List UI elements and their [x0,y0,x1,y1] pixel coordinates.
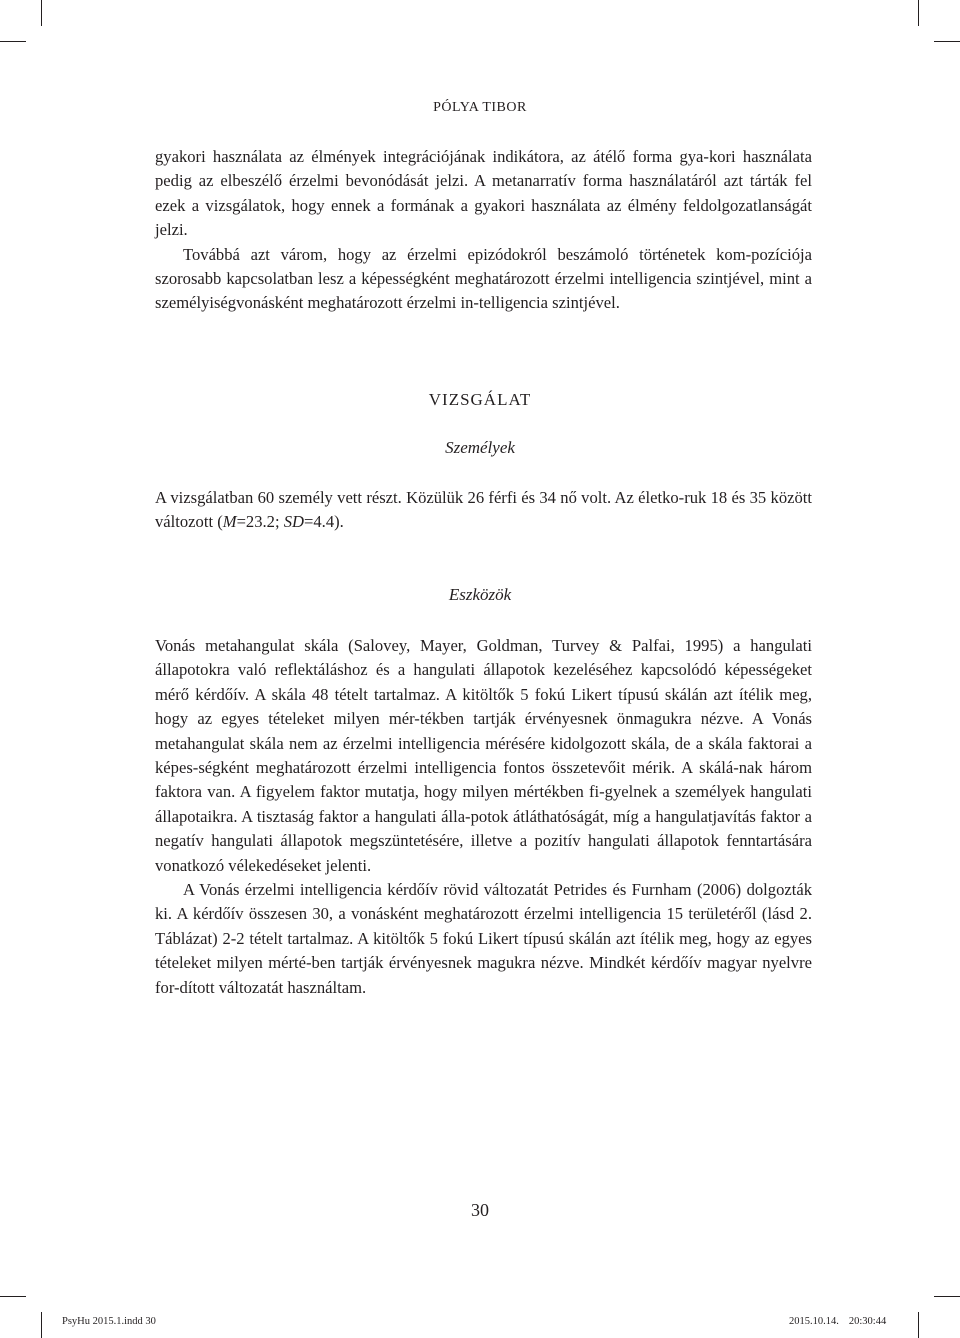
italic-symbol: SD [283,512,305,532]
crop-mark [0,41,26,42]
text-line: gyelnek a személyek hangulati állapotaikra. A tisztaság faktor a hangulati álla- [155,782,812,826]
text-line: A vizsgálatban 60 személy vett részt. Közülük 26 férfi és 34 nő volt. Az életko- [155,488,685,507]
text-line: forma használatáról azt tárták fel ezek a vizsgálatok, hogy ennek a formának a [155,171,812,215]
crop-mark [0,1296,26,1297]
text-line: hangulati állapotokra való reflektáláshoz és a hangulati állapotok kezeléséhez [155,636,812,680]
text-line: intelligencia 15 területéről (lásd 2. Táblázat) 2-2 tételt tartalmaz. A kitöltők 5 [155,904,812,948]
paragraph [155,145,812,243]
text-line: gyakori használata az élmények integrációjának indikátora, az átélő forma gya- [155,147,709,166]
crop-mark [934,1296,960,1297]
text-line: pozíciója szorosabb kapcsolatban lesz a képességként meghatározott érzelmi [155,244,812,289]
text-line: gyakori használata az élmény feldolgozatlanságát jelzi. [155,195,812,240]
text-line: vélekedéseket jelenti. [228,855,372,875]
crop-mark [41,1312,42,1338]
paragraph [155,634,812,878]
instruments-text [155,634,812,1000]
section-heading: VIZSGÁLAT [428,390,532,409]
text-line: kori használata pedig az elbeszélő érzelmi bevonódását jelzi. A metanarratív [155,147,813,191]
text-line: fokú Likert típusú skálán azt ítélik meg, hogy az egyes tételeket milyen mérté- [155,928,812,973]
text-line: megszüntetésére, illetve a pozitív hangulati állapotok fenntartására vonatkozó [155,831,812,875]
running-head: PÓLYA TIBOR [433,100,527,115]
text-line: ruk 18 és 35 között változott ( [155,488,813,532]
text-line: kapcsolódó képességeket mérő kérdőív. A skála 48 tételt tartalmaz. A kitöltők [155,660,812,704]
page-number: 30 [471,1200,489,1220]
text-line: =4.4). [304,512,344,532]
text-line: telligencia szintjével. [478,293,620,313]
text-line: ségként meghatározott érzelmi intelligencia fontos összetevőit mérik. A skálá- [198,758,739,778]
slug-time: 20:30:44 [848,1316,887,1327]
crop-mark [918,1312,919,1338]
text-line: nak három faktora van. A figyelem faktor mutatja, hogy milyen mértékben fi- [155,758,812,802]
slug-date: 2015.10.14. [789,1316,839,1327]
text-line: intelligencia szintjével, mint a személyiségvonásként meghatározott érzelmi in- [155,269,812,313]
text-line: Vonás metahangulat skála (Salovey, Mayer, Goldman, Turvey & Palfai, 1995) a [155,636,751,655]
text-line: Továbbá azt várom, hogy az érzelmi epizódokról beszámoló történetek kom- [183,244,752,264]
text-line: A Vonás érzelmi intelligencia kérdőív rövid változatát Petrides és Furnham [183,880,697,900]
text-line: tékben tartják érvényesnek önmagukra nézve. A Vonás metahangulat skála nem [155,709,813,753]
crop-mark [41,0,42,26]
text-line: potok átláthatóságát, míg a hangulatjavítás faktor a negatív hangulati állapotok [155,806,813,851]
paragraph [155,878,812,1000]
subsection-title: Személyek [445,438,515,457]
crop-mark [918,0,919,26]
italic-symbol: M [222,512,237,532]
text-line: dított változatát használtam. [179,977,367,997]
crop-mark [934,41,960,42]
intro-text [155,145,812,316]
subjects-text [155,486,812,535]
paragraph [155,243,812,316]
slug-timestamp [789,1316,886,1327]
subsection-title: Eszközök [448,585,512,604]
text-line: 5 fokú Likert típusú skálán azt ítélik meg, hogy az egyes tételeket milyen mér- [155,684,812,729]
paragraph [155,486,812,535]
text-line: az érzelmi intelligencia mérésére kidolgozott skála, de a skála faktorai a képes- [155,733,812,778]
slug-file: PsyHu 2015.1.indd 30 [62,1316,156,1327]
text-line: =23.2; [236,512,284,532]
text-line: ben tartják érvényesnek magukra nézve. Mindkét kérdőív magyar nyelvre for- [155,953,812,997]
text-line: (2006) dolgozták ki. A kérdőív összesen 30, a vonásként meghatározott érzelmi [155,880,813,924]
